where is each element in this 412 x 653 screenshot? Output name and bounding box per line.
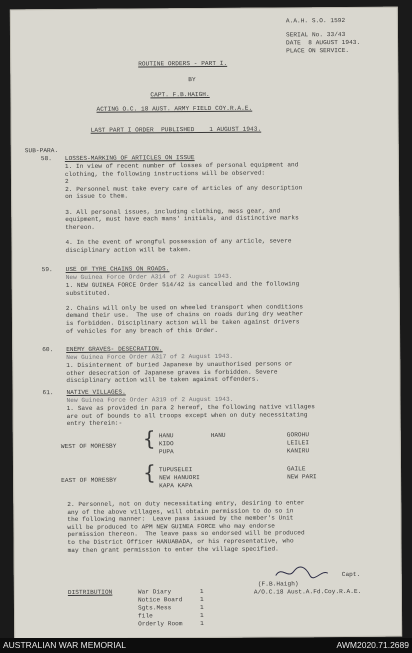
west-village: LEILEI <box>286 439 310 447</box>
author-role: ACTING O.C. 18 AUST. ARMY FIELD COY.R.A.E. <box>96 104 253 113</box>
west-village: HANU <box>158 432 174 440</box>
section-body: 1. Save as provided in para 2 hereof, the following native villages are out of bounds to all troops except when on duty necessitating entry therein:- <box>66 403 315 428</box>
distribution-count: 1 <box>200 612 204 620</box>
sub-para-label: SUB-PARA. <box>24 147 59 155</box>
section-reference: New Guinea Force Order A317 of 2 August 1943. <box>66 352 234 361</box>
section-number: 61. <box>42 389 54 397</box>
west-village: GOROHU <box>286 431 310 439</box>
distribution-item: Notice Board <box>137 596 183 604</box>
distribution-count: 1 <box>199 588 204 596</box>
distribution-item: Sgts.Mess <box>137 604 172 612</box>
west-village: KIDO <box>158 440 174 448</box>
brace-east: { <box>142 460 156 485</box>
east-village: NEW PARI <box>287 473 317 481</box>
order-place: PLACE ON SERVICE. <box>286 46 350 55</box>
east-village: GAILE <box>286 465 306 473</box>
east-village: NEW HANUORI <box>159 474 200 482</box>
archive-footer <box>0 638 412 653</box>
west-villages-label: WEST OF MORESBY <box>60 442 117 451</box>
distribution-count: 1 <box>199 604 204 612</box>
section-61-para-2: 2. Personnel, not on duty necessitating entry, desiring to enter any of the above villages, will obtain permission to do so in the following manner: Leave pass issued by the member's Unit will be produced to APM NEW GUINEA FORCE who may endorse permission thereon. The leave pass so endorsed will be produced to the District Officer HANUABADA, or his representative, who may then grant permission to enter the village specified. <box>67 499 305 554</box>
west-village: KANIRU <box>286 447 310 455</box>
section-body: 1. NEW GUINEA FORCE Order 514/42 is cancelled and the following substituted. 2. Chains will only be used on wheeled transport when conditions demand their use. The use of chains on roads during dry weather is forbidden. Disciplinary action will be taken against drivers of vehicles for any breach of this Order. <box>65 280 304 335</box>
section-number: 60. <box>42 346 54 354</box>
distribution-count: 1 <box>200 620 204 628</box>
east-village: TUPUSELEI <box>158 466 193 474</box>
distribution-item: file <box>138 612 153 620</box>
section-heading: ENEMY GRAVES- DESECRATION. <box>66 345 163 353</box>
signature-scribble <box>272 563 332 581</box>
signature-role: A/O.C.18 Aust.A.Fd.Coy.R.A.E. <box>253 587 362 596</box>
distribution-item: War Diary <box>137 588 172 596</box>
distribution-label: DISTRIBUTION <box>67 588 113 596</box>
east-village: KAPA KAPA <box>159 482 193 490</box>
by-line: BY <box>188 76 196 84</box>
section-heading: NATIVE VILLAGES. <box>66 388 126 396</box>
doc-title: ROUTINE ORDERS - PART I. <box>138 59 228 68</box>
archive-id: AWM2020.71.2689 <box>336 640 409 650</box>
section-body: 1. In view of recent number of losses of personal equipment and clothing, the following instructions will be observed: 2 2. Personnel must take every care of articles of any description on issue to them. 3. All personal issues, including clothing, mess gear, and equipment, must have each mans' initials, and distinctive marks thereon. 4. In the event of wrongful possession of any article, severe disciplinary action will be taken. <box>64 161 303 254</box>
distribution-count: 1 <box>199 596 204 604</box>
section-heading: LOSSES-MARKING OF ARTICLES ON ISSUE <box>64 154 195 162</box>
section-heading: USE OF TYRE CHAINS ON ROADS. <box>65 265 170 273</box>
signature-name: (F.B.Haigh) <box>257 580 299 588</box>
section-reference: New Guinea Force Order A314 of 2 August 1943. <box>65 272 233 281</box>
west-village: HANU <box>210 431 226 439</box>
order-date: DATE 8 AUGUST 1943. <box>286 38 361 47</box>
section-number: 58. <box>40 155 52 163</box>
section-reference: New Guinea Force Order A319 of 2 August 1943. <box>66 395 234 404</box>
serial-number: SERIAL No. 33/43 <box>285 31 346 39</box>
last-order-published: LAST PART I ORDER PUBLISHED 1 AUGUST 1943. <box>90 125 262 134</box>
brace-west: { <box>142 426 156 451</box>
author-name: CAPT. F.B.HAIGH. <box>150 90 210 99</box>
document-ref: A.A.H. S.O. 1592 <box>285 17 346 25</box>
document-page <box>10 7 402 640</box>
archive-name: AUSTRALIAN WAR MEMORIAL <box>3 640 126 650</box>
west-village: PUPA <box>158 448 174 456</box>
east-villages-label: EAST OF MORESBY <box>61 476 117 485</box>
signature-rank: Capt. <box>341 570 361 579</box>
distribution-item: Orderly Room <box>138 620 183 628</box>
section-body: 1. Disinterment of buried Japanese by unauthorised persons or other desecration of Japanese graves is forbidden. Severe disciplinary action will be taken against offenders. <box>66 360 293 385</box>
section-number: 59. <box>41 266 53 274</box>
